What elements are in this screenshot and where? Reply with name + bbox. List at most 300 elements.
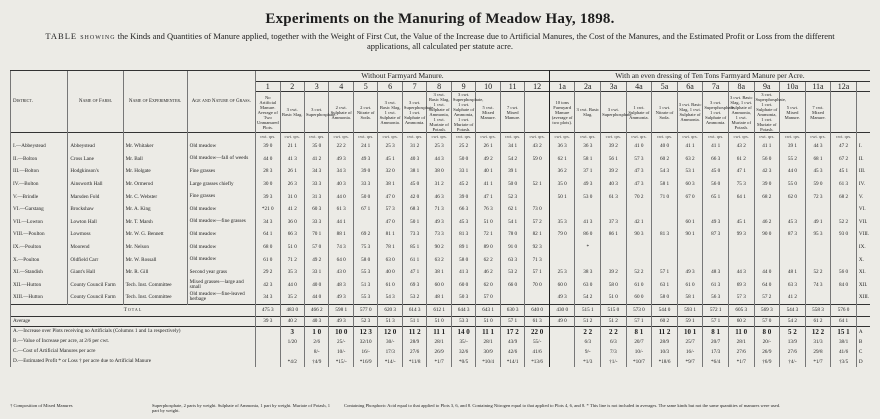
yield-cell: 93 0 [831,228,857,241]
table-body [11,133,871,367]
yield-cell [831,253,857,266]
unit-label: cwt. qrs. [677,133,703,141]
derived-cell: 42/6 [500,347,524,357]
yield-cell: 87 3 [703,228,729,241]
unit-label: cwt. qrs. [575,133,601,141]
yield-cell: 39 0 [353,165,377,178]
experimenter-cell: Mr. Whitaker [123,140,187,153]
yield-cell: 62 0 [780,190,806,203]
yield-cell [754,253,780,266]
derived-row [11,357,871,367]
yield-cell: 39 1 [780,140,806,153]
yield-cell: 53 2 [402,291,426,304]
yield-cell [780,203,806,216]
yield-cell: 41 2 [280,203,304,216]
derived-cell: 11 1 [476,326,500,337]
yield-cell [601,203,627,216]
row-numeral: III. [856,165,870,178]
row-numeral: VII. [856,216,870,229]
yield-cell [703,241,729,254]
yield-cell: 66 3 [451,203,475,216]
derived-cell: 32/10 [353,337,377,347]
yield-cell [831,203,857,216]
yield-cell: 57 0 [304,241,328,254]
yield-cell: * [575,241,601,254]
derived-cell: 26/9 [427,347,451,357]
grass-cell: Old meadow [187,203,255,216]
yield-cell: 66 0 [500,279,524,292]
yield-cell: 34 3 [256,291,280,304]
plot-description: 2 cwt. Sulphate of Ammonia. [329,92,353,133]
derived-cell: 1 0 [304,326,328,337]
yield-cell: 81 3 [451,228,475,241]
derived-cell: 16/- [677,347,703,357]
average-cell: 60 2 [652,316,678,326]
unit-label: cwt. qrs. [601,133,627,141]
derived-cell: 43/9 [500,337,524,347]
row-numeral: II. [856,153,870,166]
yield-cell: 44 0 [280,279,304,292]
plot-description: 3 cwt. Basic Slag. [280,92,304,133]
yield-cell: 46 3 [427,190,451,203]
total-cell: 614 3 [402,304,426,316]
yield-cell [549,241,575,254]
yield-cell: 61 0 [626,279,652,292]
derived-cell: *14/1 [500,357,524,367]
without-farmyard-header: Without Farmyard Manure. [256,71,550,82]
yield-cell: 25 3 [427,140,451,153]
derived-cell: *11/8 [402,357,426,367]
yield-cell [575,203,601,216]
yield-cell: 40 3 [402,153,426,166]
average-cell: 57 1 [703,316,729,326]
yield-cell: 68 0 [256,241,280,254]
total-cell: 593 1 [677,304,703,316]
plot-number-spacer [856,82,870,92]
farm-cell: Brockshaw [68,203,123,216]
yield-cell: 68 1 [805,153,831,166]
yield-cell: 69 3 [402,279,426,292]
derived-cell: 20/7 [703,337,729,347]
grass-cell: Old meadow—fall of weeds [187,153,255,166]
yield-cell: 34 3 [256,216,280,229]
yield-cell [525,165,550,178]
yield-cell: 66 3 [703,153,729,166]
average-cell: 51 0 [476,316,500,326]
yield-cell: 66 3 [280,228,304,241]
yield-cell: 45 1 [728,216,754,229]
derived-cell: 35/- [451,337,475,347]
row-numeral: XI. [856,266,870,279]
footnote-notes: Containing Phosphoric Acid equal to that applied to Plots 3, 6, and 8. Containing Nitrogen equal to that applied to Plots 4, 6, and 8. * This line is not included in averages. The same kinds but not the same quantities of manures were used. [344,403,781,408]
yield-cell: 33 1 [304,266,328,279]
yield-cell: 37 3 [601,216,627,229]
derived-cell: 27/6 [728,347,754,357]
yield-cell: 45 3 [780,216,806,229]
average-cell: 51 3 [378,316,402,326]
unit-label: cwt. qrs. [805,133,831,141]
derived-row [11,347,871,357]
average-cell: 57 0 [754,316,780,326]
yield-cell [805,241,831,254]
derived-cell: 8 0 [754,326,780,337]
yield-cell: 59 0 [525,153,550,166]
yield-cell: 58 0 [353,253,377,266]
derived-cell: 28/9 [402,337,426,347]
results-table [10,70,870,367]
yield-cell: 60 0 [451,279,475,292]
yield-cell [703,203,729,216]
yield-cell: 55 3 [353,291,377,304]
plot-number: 6 [378,82,402,92]
yield-cell [626,203,652,216]
unit-label: cwt. qrs. [353,133,377,141]
yield-cell: 64 0 [329,253,353,266]
yield-cell: 29 2 [256,266,280,279]
total-cell: 430 0 [549,304,575,316]
unit-label: cwt. qrs. [329,133,353,141]
row-numeral: IV. [856,178,870,191]
yield-cell [780,253,806,266]
derived-cell: 10 1 [677,326,703,337]
yield-cell: 41 1 [677,140,703,153]
yield-cell: 47 3 [626,165,652,178]
average-cell: 60 2 [728,316,754,326]
derived-cell: 6/3 [601,337,627,347]
plot-number: 7a [703,82,729,92]
yield-cell: 49 3 [677,266,703,279]
yield-cell [353,216,377,229]
yield-cell: 45 3 [805,165,831,178]
unit-label: cwt. qrs. [652,133,678,141]
yield-cell: 71 3 [525,253,550,266]
experimenter-cell: Mr. Ball [123,153,187,166]
plot-number: 2 [280,82,304,92]
yield-cell: 41 1 [754,140,780,153]
derived-cell: *14/- [378,357,402,367]
yield-cell: 55 2 [780,153,806,166]
plot-description-spacer [856,92,870,133]
derived-cell: *15/- [329,357,353,367]
farm-cell: Lowmoss [68,228,123,241]
yield-cell: 26 1 [280,165,304,178]
yield-cell: 47 1 [476,190,500,203]
total-cell: 577 0 [353,304,377,316]
plot-number: 5a [652,82,678,92]
yield-cell [805,203,831,216]
total-cell: 475 3 [256,304,280,316]
table-row [11,279,871,292]
total-cell: 544 0 [652,304,678,316]
total-cell: 620 3 [378,304,402,316]
yield-cell: 69 3 [728,279,754,292]
yield-cell: 40 1 [476,165,500,178]
plot-number: 11 [500,82,524,92]
yield-cell: 21 1 [280,140,304,153]
derived-cell: 2 2 [601,326,627,337]
yield-cell: 81 1 [378,228,402,241]
yield-cell: 60 2 [652,153,678,166]
yield-cell [677,241,703,254]
derived-cell: 1/20 [280,337,304,347]
page-title: Experiments on the Manuring of Meadow Hay, 1898. [265,11,615,27]
yield-cell: *21 0 [256,203,280,216]
yield-cell: 47 1 [402,266,426,279]
grass-cell: Large grasses chiefly [187,178,255,191]
yield-cell: 73 3 [427,228,451,241]
unit-label: cwt. qrs. [728,133,754,141]
yield-cell: 40 0 [652,140,678,153]
yield-cell: 51 3 [353,279,377,292]
yield-cell: 62 0 [476,279,500,292]
derived-cell: *10/4 [476,357,500,367]
yield-cell: 61 2 [728,153,754,166]
unit-label: cwt. qrs. [549,133,575,141]
yield-cell: 58 1 [575,153,601,166]
row-numeral: I. [856,140,870,153]
derived-cell: 12 0 [378,326,402,337]
farm-cell: Marsden Fold [68,190,123,203]
yield-cell: 49 1 [805,216,831,229]
derived-cell: 5 2 [780,326,806,337]
yield-cell: 31 2 [427,178,451,191]
derived-cell [256,326,280,337]
yield-cell: 40 3 [329,178,353,191]
derived-cell: 6/3 [575,337,601,347]
plot-number: 12a [831,82,857,92]
derived-cell: 17/3 [378,347,402,357]
plot-number: 11a [805,82,831,92]
yield-cell: 75 3 [353,241,377,254]
derived-cell [256,357,280,367]
derived-cell: 28/9 [652,337,678,347]
plot-description: 7 cwt. Mixed Manure. [500,92,524,133]
derived-cell: 41/6 [525,347,550,357]
derived-cell: *1/7 [805,357,831,367]
total-cell: 612 1 [427,304,451,316]
yield-cell: 51 0 [476,216,500,229]
yield-cell [601,241,627,254]
yield-cell: 45 1 [378,153,402,166]
yield-cell: 41 1 [476,178,500,191]
grass-cell: Old meadow—fine grasses [187,216,255,229]
row-numeral: IX. [856,241,870,254]
total-cell: 558 3 [805,304,831,316]
derived-cell: *18/6 [652,357,678,367]
derived-cell: 12 2 [805,326,831,337]
plot-description: No Artificial Manure. Average of Two Unmanured Plots. [256,92,280,133]
yield-cell: 58 0 [601,279,627,292]
grass-cell: Old meadow [187,241,255,254]
table-row [11,228,871,241]
grass-cell: Fine grasses [187,190,255,203]
composition-label: † Composition of Mixed Manures [10,403,73,408]
derived-cell: 11 1 [427,326,451,337]
yield-cell: 26 1 [476,140,500,153]
yield-cell: 41 2 [304,153,328,166]
derived-cell: 14 0 [451,326,475,337]
derived-cell [549,337,575,347]
yield-cell: 36 2 [549,165,575,178]
total-cell: 576 0 [831,304,857,316]
plot-number: 2a [575,82,601,92]
yield-cell [805,253,831,266]
yield-cell: 57 3 [626,153,652,166]
yield-cell: 69 2 [353,228,377,241]
yield-cell: 73 0 [525,203,550,216]
yield-cell: 53 0 [575,190,601,203]
yield-cell: 81 3 [652,228,678,241]
district-cell: VIII.—Poulton [11,228,68,241]
farm-cell: Giant's Hall [68,266,123,279]
table-row [11,253,871,266]
derived-cell: *13/6 [525,357,550,367]
unit-label: cwt. qrs. [280,133,304,141]
derived-cell: 17 2 [500,326,524,337]
yield-cell [754,203,780,216]
yield-cell: 45 1 [831,165,857,178]
yield-cell: 50 0 [451,153,475,166]
average-cell: 57 1 [626,316,652,326]
district-cell: II.—Bolton [11,153,68,166]
unit-label: cwt. qrs. [754,133,780,141]
farm-header: Name of Farm. [68,71,123,133]
yield-cell: 38 1 [402,165,426,178]
plot-number: 1 [256,82,280,92]
yield-cell: 72 3 [805,190,831,203]
plot-description: 2 cwt. Nitrate of Soda. [353,92,377,133]
average-cell: 52 3 [353,316,377,326]
average-cell: 40 3 [304,316,328,326]
district-cell: VII.—Lowton [11,216,68,229]
derived-cell: 28/1 [476,337,500,347]
yield-cell: 44 0 [256,153,280,166]
derived-cell: †4/- [780,357,806,367]
yield-cell: 68 3 [402,203,426,216]
yield-cell: 34 3 [329,165,353,178]
average-spacer [856,316,870,326]
unit-label: cwt. qrs. [402,133,426,141]
yield-cell: 64 1 [728,190,754,203]
district-cell: X.—Poulton [11,253,68,266]
average-cell: 51 2 [575,316,601,326]
yield-cell: 34 3 [304,165,328,178]
yield-cell: 52 3 [500,190,524,203]
average-cell: 51 1 [402,316,426,326]
yield-cell: 58 1 [652,178,678,191]
yield-cell: 35 0 [304,140,328,153]
plot-number: 3a [601,82,627,92]
yield-cell: 48 3 [703,266,729,279]
derived-cell: 27/6 [402,347,426,357]
table-row [11,241,871,254]
district-cell: IV.—Bolton [11,178,68,191]
grass-cell: Mixed grasses—large and small [187,279,255,292]
table-row [11,266,871,279]
yield-cell: 35 0 [549,178,575,191]
plot-description: 3 cwt. Superphosphate, 1 cwt. Sulphate of Ammonia. [703,92,729,133]
derived-label: D.—Estimated Profit * or Loss † per acre due to Artificial Manure [11,357,256,367]
district-cell: XIII.—Hutton [11,291,68,304]
table-row [11,140,871,153]
derived-letter: A [856,326,870,337]
derived-cell: 2 2 [575,326,601,337]
derived-cell: 20/- [754,337,780,347]
yield-cell: 61 3 [831,178,857,191]
yield-cell: 55 0 [780,178,806,191]
yield-cell [652,241,678,254]
yield-cell: 44 0 [304,291,328,304]
with-farmyard-header: With an even dressing of Ten Tons Farmyard Manure per Acre. [549,71,870,82]
yield-cell [780,241,806,254]
yield-cell: 49 2 [304,253,328,266]
experimenter-cell: Mr. W. Rossall [123,253,187,266]
yield-cell: 50 1 [402,216,426,229]
plot-description: 3 cwt. Basic Slag, 1 cwt. Sulphate of Ammonia, 1 cwt. Muriate of Potash. [428,92,450,132]
yield-cell: 41 3 [575,216,601,229]
yield-cell: 57 1 [525,266,550,279]
total-cell: 573 0 [626,304,652,316]
derived-cell [280,347,304,357]
total-cell: 569 3 [754,304,780,316]
derived-cell: 25/- [329,337,353,347]
yield-cell: 26 3 [280,178,304,191]
plot-description [831,92,857,133]
yield-cell: 22 2 [329,140,353,153]
experimenter-cell: Mr. A. King [123,203,187,216]
yield-cell: 90 1 [677,228,703,241]
unit-label: cwt. qrs. [626,133,652,141]
yield-cell [831,241,857,254]
yield-cell: 47 0 [378,216,402,229]
farm-cell: Abbeystead [68,140,123,153]
derived-cell: 11 0 [728,326,754,337]
yield-cell: 95 3 [805,228,831,241]
plot-description: 3 cwt. Basic Slag, 1 cwt. Sulphate of Ammonia. [677,92,703,133]
derived-cell: 30/9 [476,347,500,357]
derived-cell: 13/9 [780,337,806,347]
table-row [11,190,871,203]
yield-cell: 25 2 [451,140,475,153]
derived-cell: †4/9 [304,357,328,367]
grass-cell: Fine grasses [187,165,255,178]
derived-cell: 8 1 [626,326,652,337]
plot-number: 1a [549,82,575,92]
units-spacer [11,133,68,141]
plot-description [525,92,550,133]
farm-cell: Oldfield Carr [68,253,123,266]
yield-cell: 47 0 [378,190,402,203]
derived-cell: 29/8 [805,347,831,357]
intro-lead: TABLE showing [45,31,116,41]
derived-cell: 26/9 [754,347,780,357]
yield-cell: 37 1 [575,165,601,178]
plot-number: 3 [304,82,328,92]
yield-cell: 49 3 [329,153,353,166]
derived-cell: 30/- [378,337,402,347]
yield-cell: 44 0 [329,190,353,203]
total-row [11,304,871,316]
grass-cell: Old meadow—fine-leaved herbage [187,291,255,304]
derived-cell: 28/1 [728,337,754,347]
unit-label: cwt. qrs. [256,133,280,141]
yield-cell: 43 2 [728,140,754,153]
experimenter-cell: Tech. Inst. Committee [123,291,187,304]
yield-cell: 40 3 [601,178,627,191]
yield-cell: 89 1 [451,241,475,254]
yield-cell: 89 0 [476,241,500,254]
plot-description: 3 cwt. Superphosphate, 1 cwt. Sulphate of Ammonia, 1 cwt. Muriate of Potash. [452,92,484,132]
